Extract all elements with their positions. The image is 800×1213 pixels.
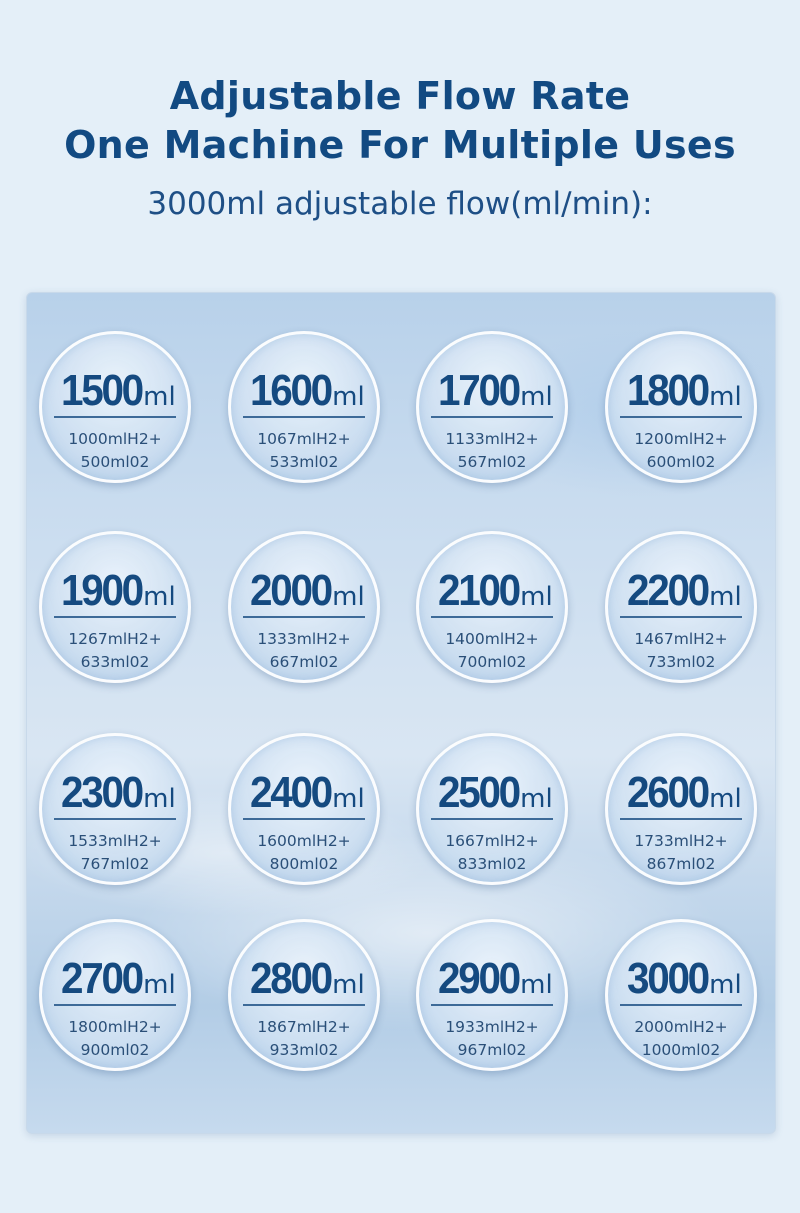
oxygen-amount: 800ml02	[269, 855, 339, 873]
flow-amount-unit: ml	[143, 382, 176, 412]
gas-mix	[608, 628, 754, 674]
gas-mix	[231, 428, 377, 474]
flow-amount-value: 2200	[627, 566, 709, 615]
flow-amount-unit: ml	[332, 970, 365, 1000]
flow-option-circle	[416, 331, 568, 483]
divider-line	[54, 818, 176, 820]
flow-amount-unit: ml	[520, 382, 553, 412]
divider-line	[431, 616, 553, 618]
hydrogen-amount: 2000mlH2+	[634, 1018, 728, 1036]
flow-option-circle	[39, 733, 191, 885]
title-line-2: One Machine For Multiple Uses	[64, 123, 736, 167]
gas-mix	[419, 1016, 565, 1062]
gas-mix	[231, 628, 377, 674]
flow-amount-value: 1900	[61, 566, 143, 615]
hydrogen-amount: 1067mlH2+	[257, 430, 351, 448]
flow-amount-unit: ml	[520, 582, 553, 612]
hydrogen-amount: 1667mlH2+	[445, 832, 539, 850]
oxygen-amount: 1000ml02	[641, 1041, 721, 1059]
oxygen-amount: 600ml02	[646, 453, 716, 471]
flow-option-circle	[39, 919, 191, 1071]
oxygen-amount: 967ml02	[457, 1041, 527, 1059]
oxygen-amount: 867ml02	[646, 855, 716, 873]
flow-amount-value: 2100	[438, 566, 520, 615]
flow-amount-value: 2000	[250, 566, 332, 615]
hydrogen-amount: 1333mlH2+	[257, 630, 351, 648]
hydrogen-amount: 1400mlH2+	[445, 630, 539, 648]
hydrogen-amount: 1200mlH2+	[634, 430, 728, 448]
hydrogen-amount: 1600mlH2+	[257, 832, 351, 850]
gas-mix	[419, 628, 565, 674]
title-line-1: Adjustable Flow Rate	[169, 74, 631, 118]
divider-line	[620, 818, 742, 820]
gas-mix	[42, 830, 188, 876]
flow-option-circle	[228, 531, 380, 683]
flow-amount-unit: ml	[709, 784, 742, 814]
flow-option-circle	[416, 919, 568, 1071]
flow-amount-unit: ml	[332, 582, 365, 612]
flow-option-circle	[228, 331, 380, 483]
flow-option-circle	[39, 531, 191, 683]
flow-amount-value: 1700	[438, 366, 520, 415]
divider-line	[431, 1004, 553, 1006]
divider-line	[431, 416, 553, 418]
gas-mix	[42, 1016, 188, 1062]
flow-amount-unit: ml	[143, 784, 176, 814]
flow-amount	[42, 954, 188, 1004]
flow-option-circle	[605, 919, 757, 1071]
divider-line	[243, 416, 365, 418]
flow-amount	[419, 954, 565, 1004]
flow-amount	[42, 366, 188, 416]
gas-mix	[419, 830, 565, 876]
flow-amount	[231, 366, 377, 416]
hydrogen-amount: 1933mlH2+	[445, 1018, 539, 1036]
gas-mix	[419, 428, 565, 474]
flow-amount-value: 2700	[61, 954, 143, 1003]
flow-amount	[419, 768, 565, 818]
oxygen-amount: 633ml02	[80, 653, 150, 671]
divider-line	[431, 818, 553, 820]
flow-amount-unit: ml	[332, 784, 365, 814]
oxygen-amount: 567ml02	[457, 453, 527, 471]
flow-amount-unit: ml	[520, 784, 553, 814]
oxygen-amount: 500ml02	[80, 453, 150, 471]
gas-mix	[42, 628, 188, 674]
flow-amount	[608, 954, 754, 1004]
flow-amount	[231, 566, 377, 616]
hydrogen-amount: 1467mlH2+	[634, 630, 728, 648]
gas-mix	[608, 830, 754, 876]
gas-mix	[608, 1016, 754, 1062]
hydrogen-amount: 1800mlH2+	[68, 1018, 162, 1036]
divider-line	[243, 1004, 365, 1006]
oxygen-amount: 933ml02	[269, 1041, 339, 1059]
flow-amount	[608, 566, 754, 616]
oxygen-amount: 767ml02	[80, 855, 150, 873]
flow-amount-value: 2900	[438, 954, 520, 1003]
flow-amount-value: 1500	[61, 366, 143, 415]
oxygen-amount: 833ml02	[457, 855, 527, 873]
hydrogen-amount: 1733mlH2+	[634, 832, 728, 850]
flow-amount	[608, 366, 754, 416]
flow-amount	[231, 768, 377, 818]
gas-mix	[608, 428, 754, 474]
flow-amount-unit: ml	[520, 970, 553, 1000]
flow-option-circle	[416, 531, 568, 683]
flow-amount	[419, 566, 565, 616]
divider-line	[243, 818, 365, 820]
flow-amount	[42, 566, 188, 616]
divider-line	[620, 616, 742, 618]
divider-line	[54, 1004, 176, 1006]
flow-amount-value: 2300	[61, 768, 143, 817]
subtitle: 3000ml adjustable flow(ml/min):	[147, 186, 653, 222]
flow-amount-unit: ml	[709, 382, 742, 412]
flow-amount-value: 2600	[627, 768, 709, 817]
oxygen-amount: 533ml02	[269, 453, 339, 471]
oxygen-amount: 900ml02	[80, 1041, 150, 1059]
gas-mix	[231, 830, 377, 876]
flow-amount-value: 2400	[250, 768, 332, 817]
hydrogen-amount: 1133mlH2+	[445, 430, 539, 448]
divider-line	[620, 1004, 742, 1006]
oxygen-amount: 667ml02	[269, 653, 339, 671]
hydrogen-amount: 1267mlH2+	[68, 630, 162, 648]
flow-amount-value: 3000	[627, 954, 709, 1003]
flow-option-circle	[605, 531, 757, 683]
divider-line	[54, 416, 176, 418]
flow-amount-unit: ml	[709, 970, 742, 1000]
flow-option-circle	[228, 733, 380, 885]
flow-amount-value: 2500	[438, 768, 520, 817]
oxygen-amount: 733ml02	[646, 653, 716, 671]
hydrogen-amount: 1533mlH2+	[68, 832, 162, 850]
flow-option-circle	[605, 331, 757, 483]
flow-option-circle	[605, 733, 757, 885]
gas-mix	[231, 1016, 377, 1062]
divider-line	[54, 616, 176, 618]
flow-amount-value: 1800	[627, 366, 709, 415]
flow-amount-value: 1600	[250, 366, 332, 415]
flow-amount	[231, 954, 377, 1004]
flow-amount	[42, 768, 188, 818]
divider-line	[243, 616, 365, 618]
flow-amount-unit: ml	[332, 382, 365, 412]
flow-amount	[608, 768, 754, 818]
flow-rate-panel	[26, 292, 776, 1134]
divider-line	[620, 416, 742, 418]
hydrogen-amount: 1867mlH2+	[257, 1018, 351, 1036]
flow-option-circle	[416, 733, 568, 885]
gas-mix	[42, 428, 188, 474]
flow-amount	[419, 366, 565, 416]
flow-amount-unit: ml	[709, 582, 742, 612]
flow-amount-unit: ml	[143, 582, 176, 612]
flow-option-circle	[228, 919, 380, 1071]
hydrogen-amount: 1000mlH2+	[68, 430, 162, 448]
flow-amount-value: 2800	[250, 954, 332, 1003]
oxygen-amount: 700ml02	[457, 653, 527, 671]
flow-amount-unit: ml	[143, 970, 176, 1000]
flow-option-circle	[39, 331, 191, 483]
